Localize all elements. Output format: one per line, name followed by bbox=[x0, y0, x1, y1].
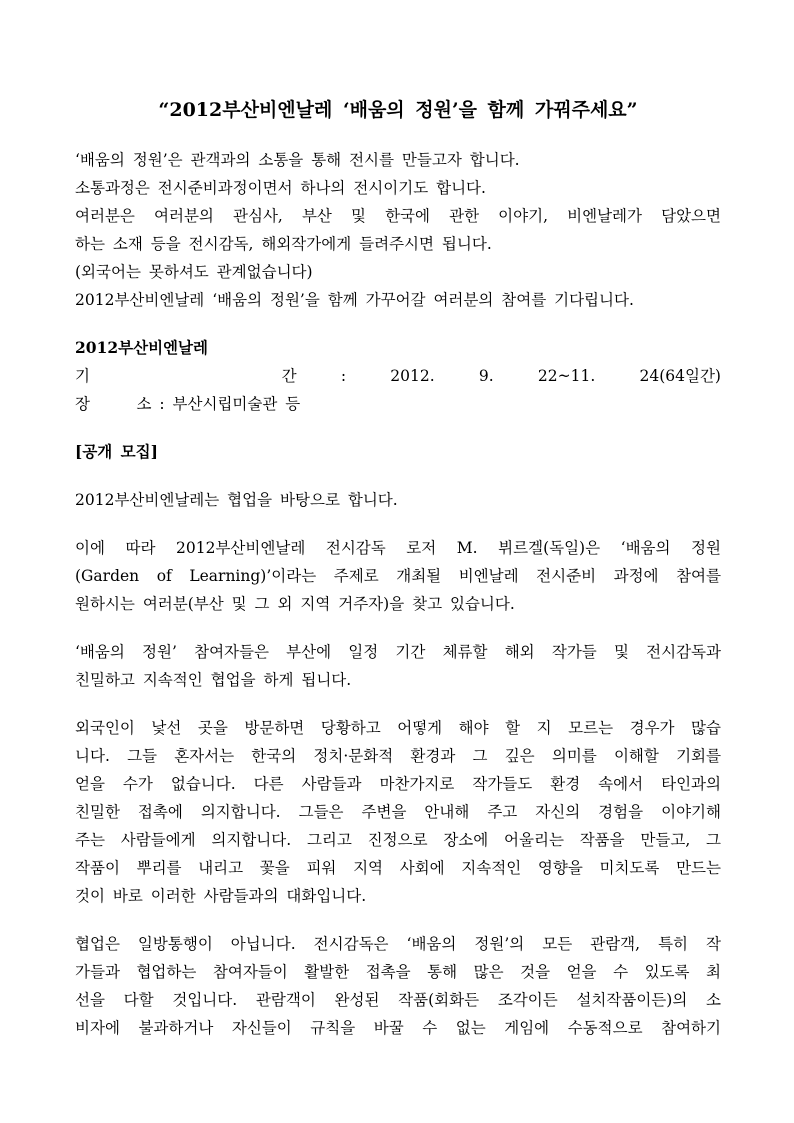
intro-paragraph-4 bbox=[75, 258, 721, 286]
text-line: ‘배움의 정원’ 참여자들은 부산에 일정 기간 체류할 해외 작가들 및 전시감독과 bbox=[75, 643, 721, 661]
biennale-info-heading: 2012부산비엔날레 bbox=[75, 338, 208, 357]
text-line: (외국어는 못하셔도 관계없습니다) bbox=[75, 263, 313, 281]
intro-paragraph-1 bbox=[75, 146, 721, 174]
text-line: 기 간 : 2012. 9. 22~11. 24(64일간) bbox=[75, 367, 721, 385]
recruit-paragraph-1 bbox=[75, 486, 721, 514]
intro-paragraph-2 bbox=[75, 174, 721, 202]
text-line: 친밀한 접촉에 의지합니다. 그들은 주변을 안내해 주고 자신의 경험을 이야기해 bbox=[75, 803, 721, 821]
intro-paragraph-3 bbox=[75, 202, 721, 258]
biennale-info-section bbox=[75, 334, 721, 362]
text-line: 주는 사람들에게 의지합니다. 그리고 진정으로 장소에 어울리는 작품을 만들고, 그 bbox=[75, 831, 721, 849]
text-line: 니다. 그들 혼자서는 한국의 정치·문화적 환경과 그 깊은 의미를 이해할 기회를 bbox=[75, 747, 721, 765]
recruit-paragraph-4 bbox=[75, 714, 721, 910]
text-line: 가들과 협업하는 참여자들이 활발한 접촉을 통해 많은 것을 얻을 수 있도록 최 bbox=[75, 963, 721, 981]
text-line: ‘배움의 정원’은 관객과의 소통을 통해 전시를 만들고자 합니다. bbox=[75, 151, 520, 169]
document-title: “2012부산비엔날레 ‘배움의 정원’을 함께 가꿔주세요” bbox=[158, 99, 638, 121]
biennale-info-details bbox=[75, 362, 721, 418]
text-line: 하는 소재 등을 전시감독, 해외작가에게 들려주시면 됩니다. bbox=[75, 235, 492, 253]
text-line: 협업은 일방통행이 아닙니다. 전시감독은 ‘배움의 정원’의 모든 관람객, 특히 작 bbox=[75, 935, 721, 953]
text-line: 2012부산비엔날레는 협업을 바탕으로 합니다. bbox=[75, 491, 398, 509]
text-line: (Garden of Learning)’이라는 주제로 개최될 비엔날레 전시준비 과정에 참여를 bbox=[75, 567, 721, 585]
recruit-paragraph-3 bbox=[75, 638, 721, 694]
text-line: 2012부산비엔날레 ‘배움의 정원’을 함께 가꾸어갈 여러분의 참여를 기다립니다. bbox=[75, 291, 634, 309]
text-line: 선을 다할 것입니다. 관람객이 완성된 작품(회화든 조각이든 설치작품이든)의 소 bbox=[75, 991, 721, 1009]
text-line: 작품이 뿌리를 내리고 꽃을 피워 지역 사회에 지속적인 영향을 미치도록 만드는 bbox=[75, 859, 721, 877]
text-line: 비자에 불과하거나 자신들이 규칙을 바꿀 수 없는 게임에 수동적으로 참여하기 bbox=[75, 1019, 721, 1037]
recruit-section bbox=[75, 438, 721, 466]
recruit-paragraph-5 bbox=[75, 930, 721, 1042]
recruit-paragraph-2 bbox=[75, 534, 721, 618]
text-line: 원하시는 여러분(부산 및 그 외 지역 거주자)을 찾고 있습니다. bbox=[75, 595, 515, 613]
text-line: 친밀하고 지속적인 협업을 하게 됩니다. bbox=[75, 671, 352, 689]
text-line: 것이 바로 이러한 사람들과의 대화입니다. bbox=[75, 887, 367, 905]
text-line: 장 소 : 부산시립미술관 등 bbox=[75, 395, 301, 413]
recruit-heading: [공개 모집] bbox=[75, 442, 158, 461]
intro-paragraph-5 bbox=[75, 286, 721, 314]
text-line: 얻을 수가 없습니다. 다른 사람들과 마찬가지로 작가들도 환경 속에서 타인과의 bbox=[75, 775, 721, 793]
text-line: 소통과정은 전시준비과정이면서 하나의 전시이기도 합니다. bbox=[75, 179, 486, 197]
text-line: 외국인이 낯선 곳을 방문하면 당황하고 어떻게 해야 할 지 모르는 경우가 많습 bbox=[75, 719, 721, 737]
text-line: 이에 따라 2012부산비엔날레 전시감독 로저 M. 뷔르겔(독일)은 ‘배움의 정원 bbox=[75, 539, 721, 557]
text-line: 여러분은 여러분의 관심사, 부산 및 한국에 관한 이야기, 비엔날레가 담았으면 bbox=[75, 207, 721, 225]
